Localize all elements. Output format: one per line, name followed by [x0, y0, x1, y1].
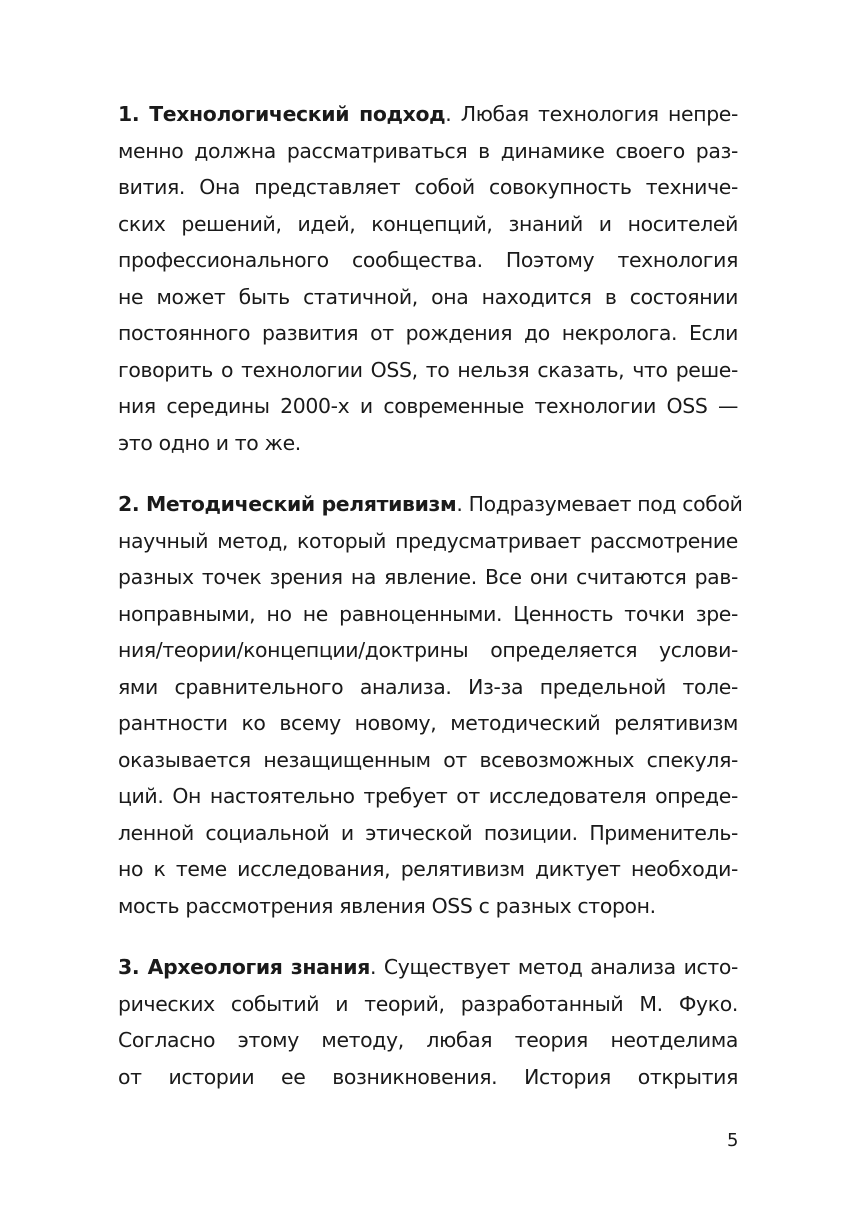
text-line: не может быть статичной, она находится в состоянии — [118, 284, 738, 309]
text-line: ских решений, идей, концепций, знаний и носителей — [118, 211, 738, 236]
text-line: ния/теории/концепции/доктрины определяется услови- — [118, 638, 738, 662]
text-line: научный метод, который предусматривает рассмотрение — [118, 528, 738, 553]
text-line: ями сравнительного анализа. Из-за предельной толе- — [118, 674, 738, 699]
paragraph-heading: 3. Археология знания — [118, 955, 370, 979]
paragraph-methodical-relativism — [118, 486, 743, 924]
text-line: говорить о технологии OSS, то нельзя сказать, что реше- — [118, 357, 738, 382]
paragraph-heading: 1. Технологический подход — [118, 102, 446, 126]
text-line: разных точек зрения на явление. Все они считаются рав- — [118, 565, 738, 589]
paragraph-technological-approach — [118, 96, 738, 461]
book-page-body — [118, 96, 743, 1095]
paragraph-archaeology-of-knowledge — [118, 949, 738, 1095]
text-line: ций. Он настоятельно требует от исследователя опреде- — [118, 784, 738, 808]
page-number: 5 — [727, 1130, 739, 1151]
text-line: профессионального сообщества. Поэтому технология — [118, 248, 738, 272]
text-fragment: . Существует метод анализа исто- — [369, 955, 739, 979]
text-line: но к теме исследования, релятивизм диктует необходи- — [118, 857, 738, 881]
text-line: мость рассмотрения явления OSS с разных сторон. — [118, 893, 656, 918]
text-line: рантности ко всему новому, методический релятивизм — [118, 711, 738, 735]
paragraph-heading: 2. Методический релятивизм — [118, 492, 457, 516]
text-line: постоянного развития от рождения до некролога. Если — [118, 321, 738, 345]
text-line — [118, 96, 738, 133]
text-line: менно должна рассматриваться в динамике своего раз- — [118, 138, 738, 163]
text-line: ния середины 2000-х и современные технологии OSS — — [118, 394, 738, 418]
text-line: рических событий и теорий, разработанный М. Фуко. — [118, 991, 738, 1016]
text-line — [118, 949, 738, 986]
text-line: это одно и то же. — [118, 430, 301, 455]
text-fragment: . Подразумевает под собой — [456, 492, 743, 516]
text-line: оказывается незащищенным от всевозможных спекуля- — [118, 747, 738, 772]
paragraph-spacer — [118, 461, 738, 486]
text-line — [118, 486, 743, 523]
text-line: Согласно этому методу, любая теория неотделима — [118, 1028, 738, 1052]
text-line: ноправными, но не равноценными. Ценность точки зре- — [118, 601, 738, 626]
text-line: вития. Она представляет собой совокупность техниче- — [118, 175, 738, 199]
text-line: ленной социальной и этической позиции. Применитель- — [118, 820, 738, 845]
paragraph-spacer — [118, 924, 738, 949]
text-fragment: . Любая технология непре- — [445, 102, 739, 126]
text-line: от истории ее возникновения. История открытия — [118, 1064, 738, 1089]
